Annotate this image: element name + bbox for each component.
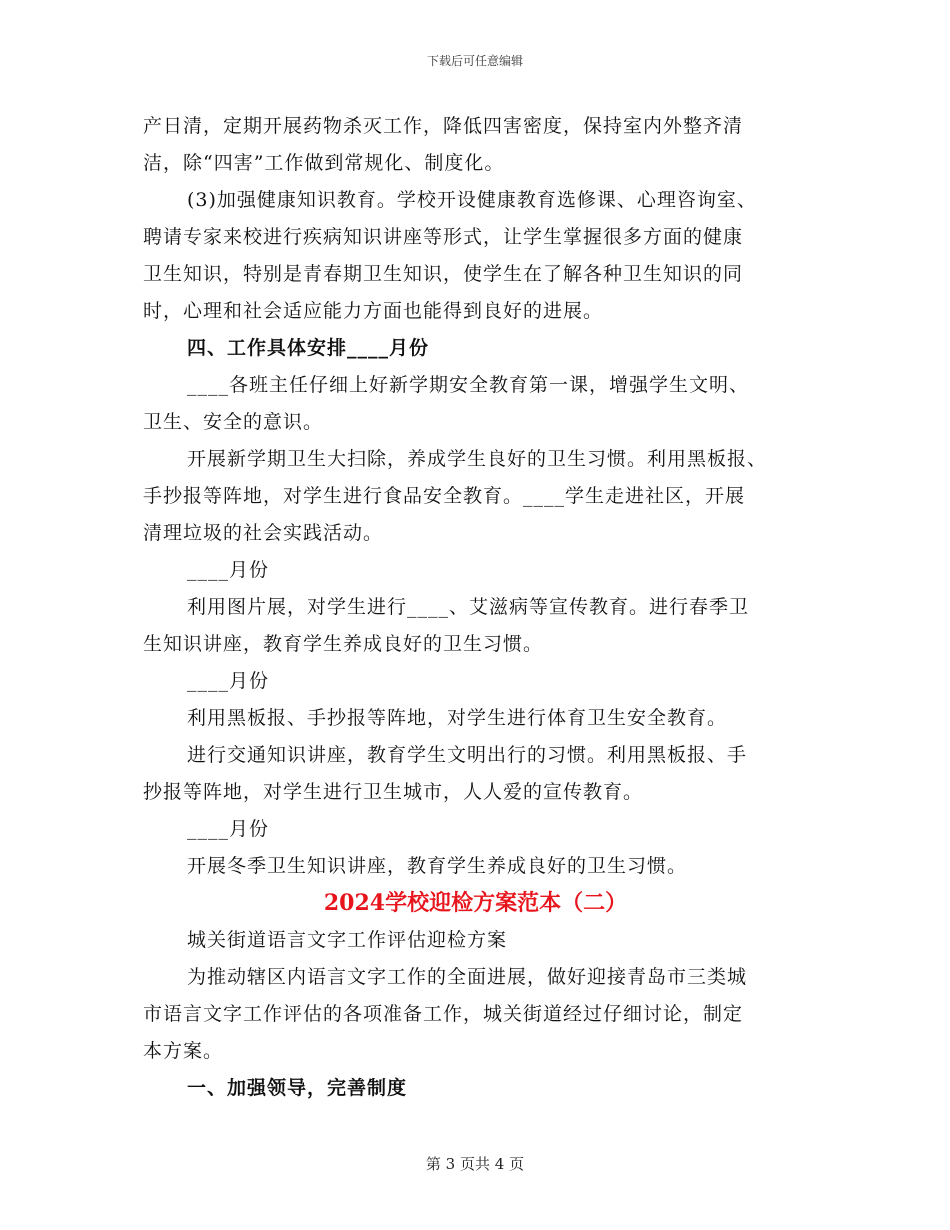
section-heading: 一、加强领导，完善制度 bbox=[187, 1077, 408, 1099]
paragraph-line: 抄报等阵地，对学生进行卫生城市，人人爱的宣传教育。 bbox=[143, 781, 644, 803]
paragraph-line: 时，心理和社会适应能力方面也能得到良好的进展。 bbox=[143, 300, 604, 322]
paragraph-line: 利用黑板报、手抄报等阵地，对学生进行体育卫生安全教育。 bbox=[187, 707, 728, 729]
paragraph-line: 洁，除“四害”工作做到常规化、制度化。 bbox=[143, 152, 505, 174]
paragraph-line: 市语言文字工作评估的各项准备工作，城关街道经过仔细讨论，制定 bbox=[143, 1003, 744, 1025]
paragraph-line: 产日清，定期开展药物杀灭工作，降低四害密度，保持室内外整齐清 bbox=[143, 115, 744, 137]
document-body bbox=[143, 108, 808, 1107]
paragraph-line: 为推动辖区内语言文字工作的全面进展，做好迎接青岛市三类城 bbox=[187, 966, 748, 988]
paragraph-line: 手抄报等阵地，对学生进行食品安全教育。____学生走进社区，开展 bbox=[143, 485, 746, 507]
section-heading: 四、工作具体安排____月份 bbox=[187, 337, 430, 359]
paragraph-line: 开展冬季卫生知识讲座，教育学生养成良好的卫生习惯。 bbox=[187, 855, 688, 877]
paragraph-line: 利用图片展，对学生进行____、艾滋病等宣传教育。进行春季卫 bbox=[187, 596, 750, 618]
paragraph-line: ____月份 bbox=[187, 559, 270, 581]
paragraph-line: 城关街道语言文字工作评估迎检方案 bbox=[187, 929, 508, 951]
paragraph-line: ____各班主任仔细上好新学期安全教育第一课，增强学生文明、 bbox=[187, 374, 750, 396]
page-header: 下载后可任意编辑 bbox=[426, 54, 523, 68]
section-title: 2024学校迎检方案范本（二） bbox=[323, 890, 628, 916]
paragraph-line: 聘请专家来校进行疾病知识讲座等形式，让学生掌握很多方面的健康 bbox=[143, 226, 744, 248]
page-footer: 第 3 页共 4 页 bbox=[425, 1155, 525, 1173]
paragraph-line: 卫生知识，特别是青春期卫生知识，使学生在了解各种卫生知识的同 bbox=[143, 263, 744, 285]
paragraph-line: 本方案。 bbox=[143, 1040, 224, 1062]
paragraph-line: 进行交通知识讲座，教育学生文明出行的习惯。利用黑板报、手 bbox=[187, 744, 748, 766]
paragraph-line: 清理垃圾的社会实践活动。 bbox=[143, 522, 384, 544]
paragraph-line: 生知识讲座，教育学生养成良好的卫生习惯。 bbox=[143, 633, 544, 655]
paragraph-line: ____月份 bbox=[187, 670, 270, 692]
paragraph-line: ____月份 bbox=[187, 818, 270, 840]
paragraph-line: 卫生、安全的意识。 bbox=[143, 411, 324, 433]
paragraph-line: (3)加强健康知识教育。学校开设健康教育选修课、心理咨询室、 bbox=[187, 189, 757, 211]
paragraph-line: 开展新学期卫生大扫除，养成学生良好的卫生习惯。利用黑板报、 bbox=[187, 448, 768, 470]
